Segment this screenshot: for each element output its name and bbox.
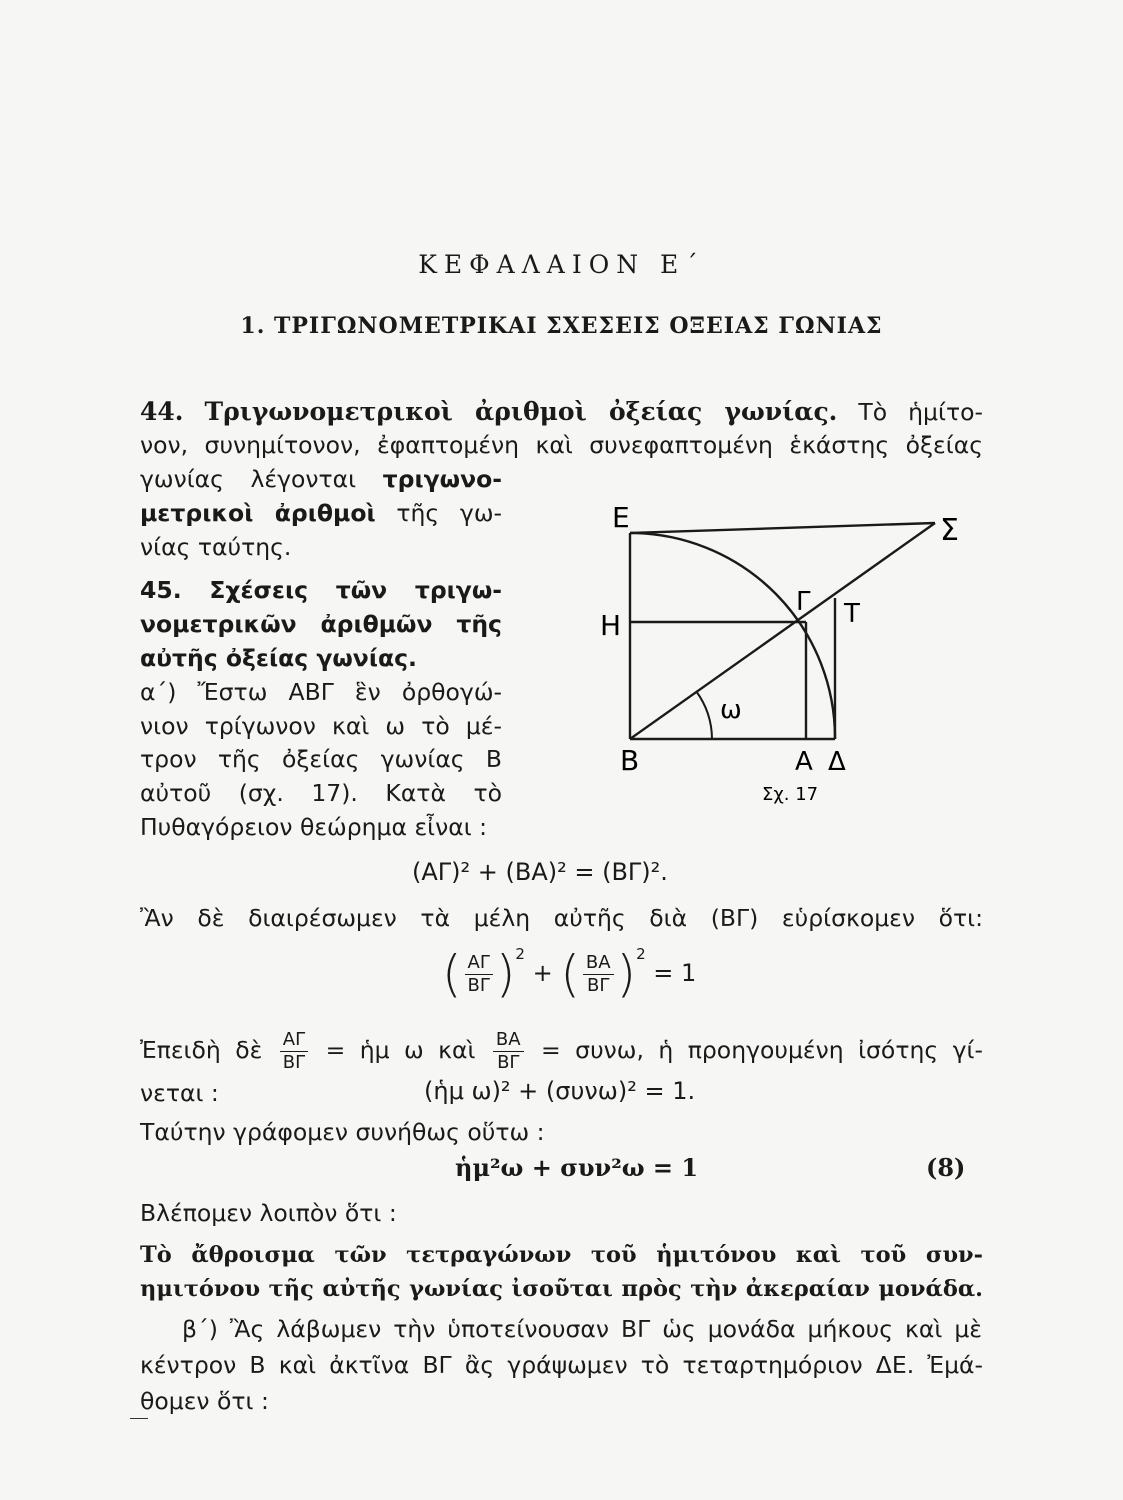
- since-mid: = ἡμ ω καὶ: [325, 1036, 476, 1064]
- label-G: Γ: [796, 587, 811, 617]
- chapter-title: ΚΕΦΑΛΑΙΟΝ Ε΄: [418, 250, 705, 279]
- label-A: Α: [795, 747, 813, 777]
- p44-line-4: [140, 498, 502, 528]
- line-divide: Ἂν δὲ διαιρέσωμεν τὰ μέλη αὐτῆς διὰ (ΒΓ) εὑρίσκομεν ὅτι:: [140, 904, 983, 932]
- paren-open: (: [560, 945, 580, 1003]
- label-H: Η: [600, 609, 622, 642]
- fraction-numerator: ΑΓ: [465, 952, 493, 975]
- p45-heading-2: νομετρικῶν ἀριθμῶν τῆς: [140, 610, 502, 638]
- fraction-denominator: ΒΓ: [587, 974, 610, 996]
- exponent: 2: [636, 945, 646, 963]
- fraction-ag-bg: [465, 952, 493, 997]
- p44-line1-rest: Τὸ ἡμίτο-: [858, 398, 983, 426]
- p45-heading-3: αὐτῆς ὀξείας γωνίας.: [140, 644, 417, 672]
- rule-line-2: ημιτόνου τῆς αὐτῆς γωνίας ἰσοῦται πρὸς τὴν ἀκεραίαν μονάδα.: [140, 1276, 983, 1302]
- rule-line-1: Τὸ ἄθροισμα τῶν τετραγώνων τοῦ ἡμιτόνου καὶ τοῦ συν-: [140, 1242, 983, 1268]
- p45-number: 45.: [140, 576, 182, 604]
- b-line-3: θομεν ὅτι :: [140, 1387, 269, 1415]
- p44-line-1: [140, 397, 983, 427]
- label-D: Δ: [828, 747, 846, 777]
- p44-line-2: νον, συνημίτονον, ἐφαπτομένη καὶ συνεφαπτομένη ἑκάστης ὀξείας: [140, 431, 983, 459]
- line-BS: [630, 523, 935, 739]
- fraction-numerator: ΑΓ: [280, 1029, 308, 1052]
- equals-one: = 1: [653, 959, 697, 987]
- fraction-denominator: ΒΓ: [282, 1052, 306, 1073]
- line-write: Ταύτην γράφομεν συνήθως οὕτω :: [140, 1118, 545, 1146]
- p45-a5: Πυθαγόρειον θεώρημα εἶναι :: [140, 813, 488, 841]
- since-end: = συνω, ἡ προηγουμένη ἰσότης γί-: [541, 1036, 983, 1064]
- angle-arc: [696, 691, 712, 739]
- fraction-numerator: ΒΑ: [583, 952, 614, 975]
- equation-number: (8): [926, 1153, 966, 1182]
- p44-line3-b: τριγωνο-: [382, 465, 502, 493]
- label-w: ω: [720, 695, 742, 725]
- equation-ratios: [442, 945, 697, 1003]
- label-E: Ε: [612, 501, 630, 534]
- p44-line4-a: μετρικοὶ ἀριθμοὶ: [140, 499, 376, 527]
- equation-sin-cos: (ἡμ ω)² + (συνω)² = 1.: [424, 1077, 696, 1105]
- line-see: Βλέπομεν λοιπὸν ὅτι :: [140, 1199, 397, 1227]
- p45-a1: α΄) Ἔστω ΑΒΓ ἓν ὀρθογώ-: [140, 678, 502, 706]
- p45-a2: νιον τρίγωνον καὶ ω τὸ μέ-: [140, 712, 502, 740]
- since-start: Ἐπειδὴ δὲ: [140, 1036, 263, 1064]
- margin-mark: [130, 1418, 148, 1419]
- equation-identity: ἡμ²ω + συν²ω = 1: [455, 1153, 699, 1182]
- line-since: [140, 1025, 983, 1075]
- label-T: Τ: [844, 599, 860, 629]
- p45-a3: τρον τῆς ὀξείας γωνίας Β: [140, 745, 502, 773]
- line-ES: [630, 523, 935, 533]
- figure-17: [590, 495, 990, 815]
- paren-close: ): [616, 945, 637, 1003]
- p44-line-5: νίας ταύτης.: [140, 533, 292, 561]
- p44-line3-a: γωνίας λέγονται: [140, 465, 357, 493]
- p44-number: 44.: [140, 397, 184, 426]
- exponent: 2: [515, 945, 525, 963]
- paren-close: ): [495, 945, 516, 1003]
- fraction-ba-bg: [583, 952, 614, 997]
- b-line-1: β΄) Ἂς λάβωμεν τὴν ὑποτείνουσαν ΒΓ ὡς μονάδα μήκους καὶ μὲ: [182, 1315, 982, 1343]
- p44-line-3: [140, 464, 502, 494]
- fraction-denominator: ΒΓ: [497, 1052, 520, 1073]
- fraction-ag-bg-inline: [280, 1029, 308, 1074]
- section-title: 1. ΤΡΙΓΩΝΟΜΕΤΡΙΚΑΙ ΣΧΕΣΕΙΣ ΟΞΕΙΑΣ ΓΩΝΙΑΣ: [240, 313, 883, 339]
- paren-open: (: [442, 945, 462, 1003]
- p44-heading: Τριγωνομετρικοὶ ἀριθμοὶ ὀξείας γωνίας.: [204, 397, 838, 426]
- label-B: Β: [620, 744, 640, 777]
- b-line-2: κέντρον Β καὶ ἀκτῖνα ΒΓ ἂς γράψωμεν τὸ τεταρτημόριον ΔΕ. Ἐμά-: [140, 1351, 983, 1379]
- equation-pythagoras: (ΑΓ)² + (ΒΑ)² = (ΒΓ)².: [412, 858, 668, 886]
- fraction-numerator: ΒΑ: [493, 1029, 524, 1052]
- label-S: Σ: [940, 513, 959, 548]
- figure-caption: Σχ. 17: [762, 784, 819, 805]
- fraction-ba-bg-inline: [493, 1029, 524, 1074]
- p44-line4-b: τῆς γω-: [396, 499, 502, 527]
- p45-heading-1: Σχέσεις τῶν τριγω-: [209, 576, 502, 604]
- p45-heading-line-1: [140, 575, 502, 605]
- line-becomes: νεται :: [140, 1079, 219, 1107]
- fraction-denominator: ΒΓ: [467, 974, 490, 996]
- plus-sign: +: [532, 959, 553, 987]
- p45-a4: αὐτοῦ (σχ. 17). Κατὰ τὸ: [140, 779, 502, 807]
